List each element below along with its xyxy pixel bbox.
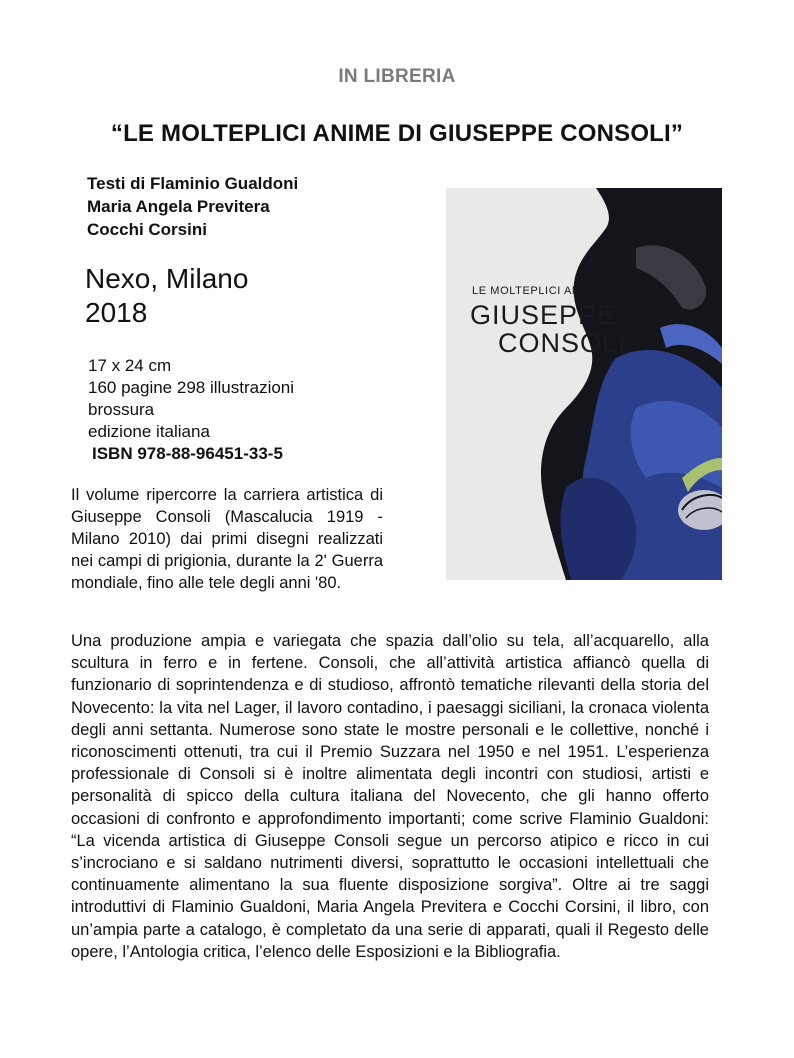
detail-pages: 160 pagine 298 illustrazioni: [88, 378, 295, 397]
detail-size: 17 x 24 cm: [88, 356, 172, 375]
book-cover-image: [446, 188, 722, 580]
author-line: Testi di Flaminio Gualdoni: [87, 174, 299, 193]
isbn: ISBN 978-88-96451-33-5: [92, 444, 283, 463]
detail-edition: edizione italiana: [88, 422, 210, 441]
publisher-block: [85, 262, 248, 330]
book-details: [88, 355, 294, 465]
book-title: “LE MOLTEPLICI ANIME DI GIUSEPPE CONSOLI”: [110, 120, 684, 147]
cover-text-subtitle: LE MOLTEPLICI ANIME DI: [472, 285, 618, 297]
section-label: IN LIBRERIA: [338, 66, 456, 87]
authors-block: [87, 172, 298, 241]
author-line: Maria Angela Previtera: [87, 197, 270, 216]
description-paragraph: Una produzione ampia e variegata che spazia dall’olio su tela, all’acquarello, alla scultura in ferro e in fertene. Consoli, che all’attività artistica affiancò quella di funzionario di soprintendenza e di studioso, affrontò tematiche rilevanti della storia del Novecento: la vita nel Lager, il lavoro contadino, i paesaggi siciliani, la cronaca violenta degli anni settanta. Numerose sono state le mostre personali e le collettive, nonché i riconoscimenti ottenuti, tra cui il Premio Suzzara nel 1950 e nel 1951. L’esperienza professionale di Consoli si è inoltre alimentata degli incontri con studiosi, artisti e personalità di spicco della cultura italiana del Novecento, che gli hanno offerto occasioni di confronto e approfondimento importanti; come scrive Flaminio Gualdoni: “La vicenda artistica di Giuseppe Consoli segue un percorso atipico e ricco in cui s’incrociano e si saldano nutrimenti diversi, soprattutto le occasioni intellettuali che continuamente alimentano la sua fluente disposizione sorgiva”. Oltre ai tre saggi introduttivi di Flaminio Gualdoni, Maria Angela Previtera e Cocchi Corsini, il libro, con un’ampia parte a catalogo, è completato da una serie di apparati, quali il Regesto delle opere, l’Antologia critica, l’elenco delle Esposizioni e la Bibliografia.: [71, 632, 709, 961]
author-line: Cocchi Corsini: [87, 220, 207, 239]
publisher-name: Nexo, Milano: [85, 263, 249, 294]
detail-binding: brossura: [88, 400, 155, 419]
intro-paragraph: Il volume ripercorre la carriera artistica di Giuseppe Consoli (Mascalucia 1919 - Milano 2010) dai primi disegni realizzati nei campi di prigionia, durante la 2' Guerra mondiale, fino alle tele degli anni '80.: [71, 486, 383, 592]
cover-text-last-name: CONSOLI: [498, 328, 627, 358]
cover-text-first-name: GIUSEPPE: [470, 300, 617, 330]
publication-year: 2018: [85, 297, 148, 328]
